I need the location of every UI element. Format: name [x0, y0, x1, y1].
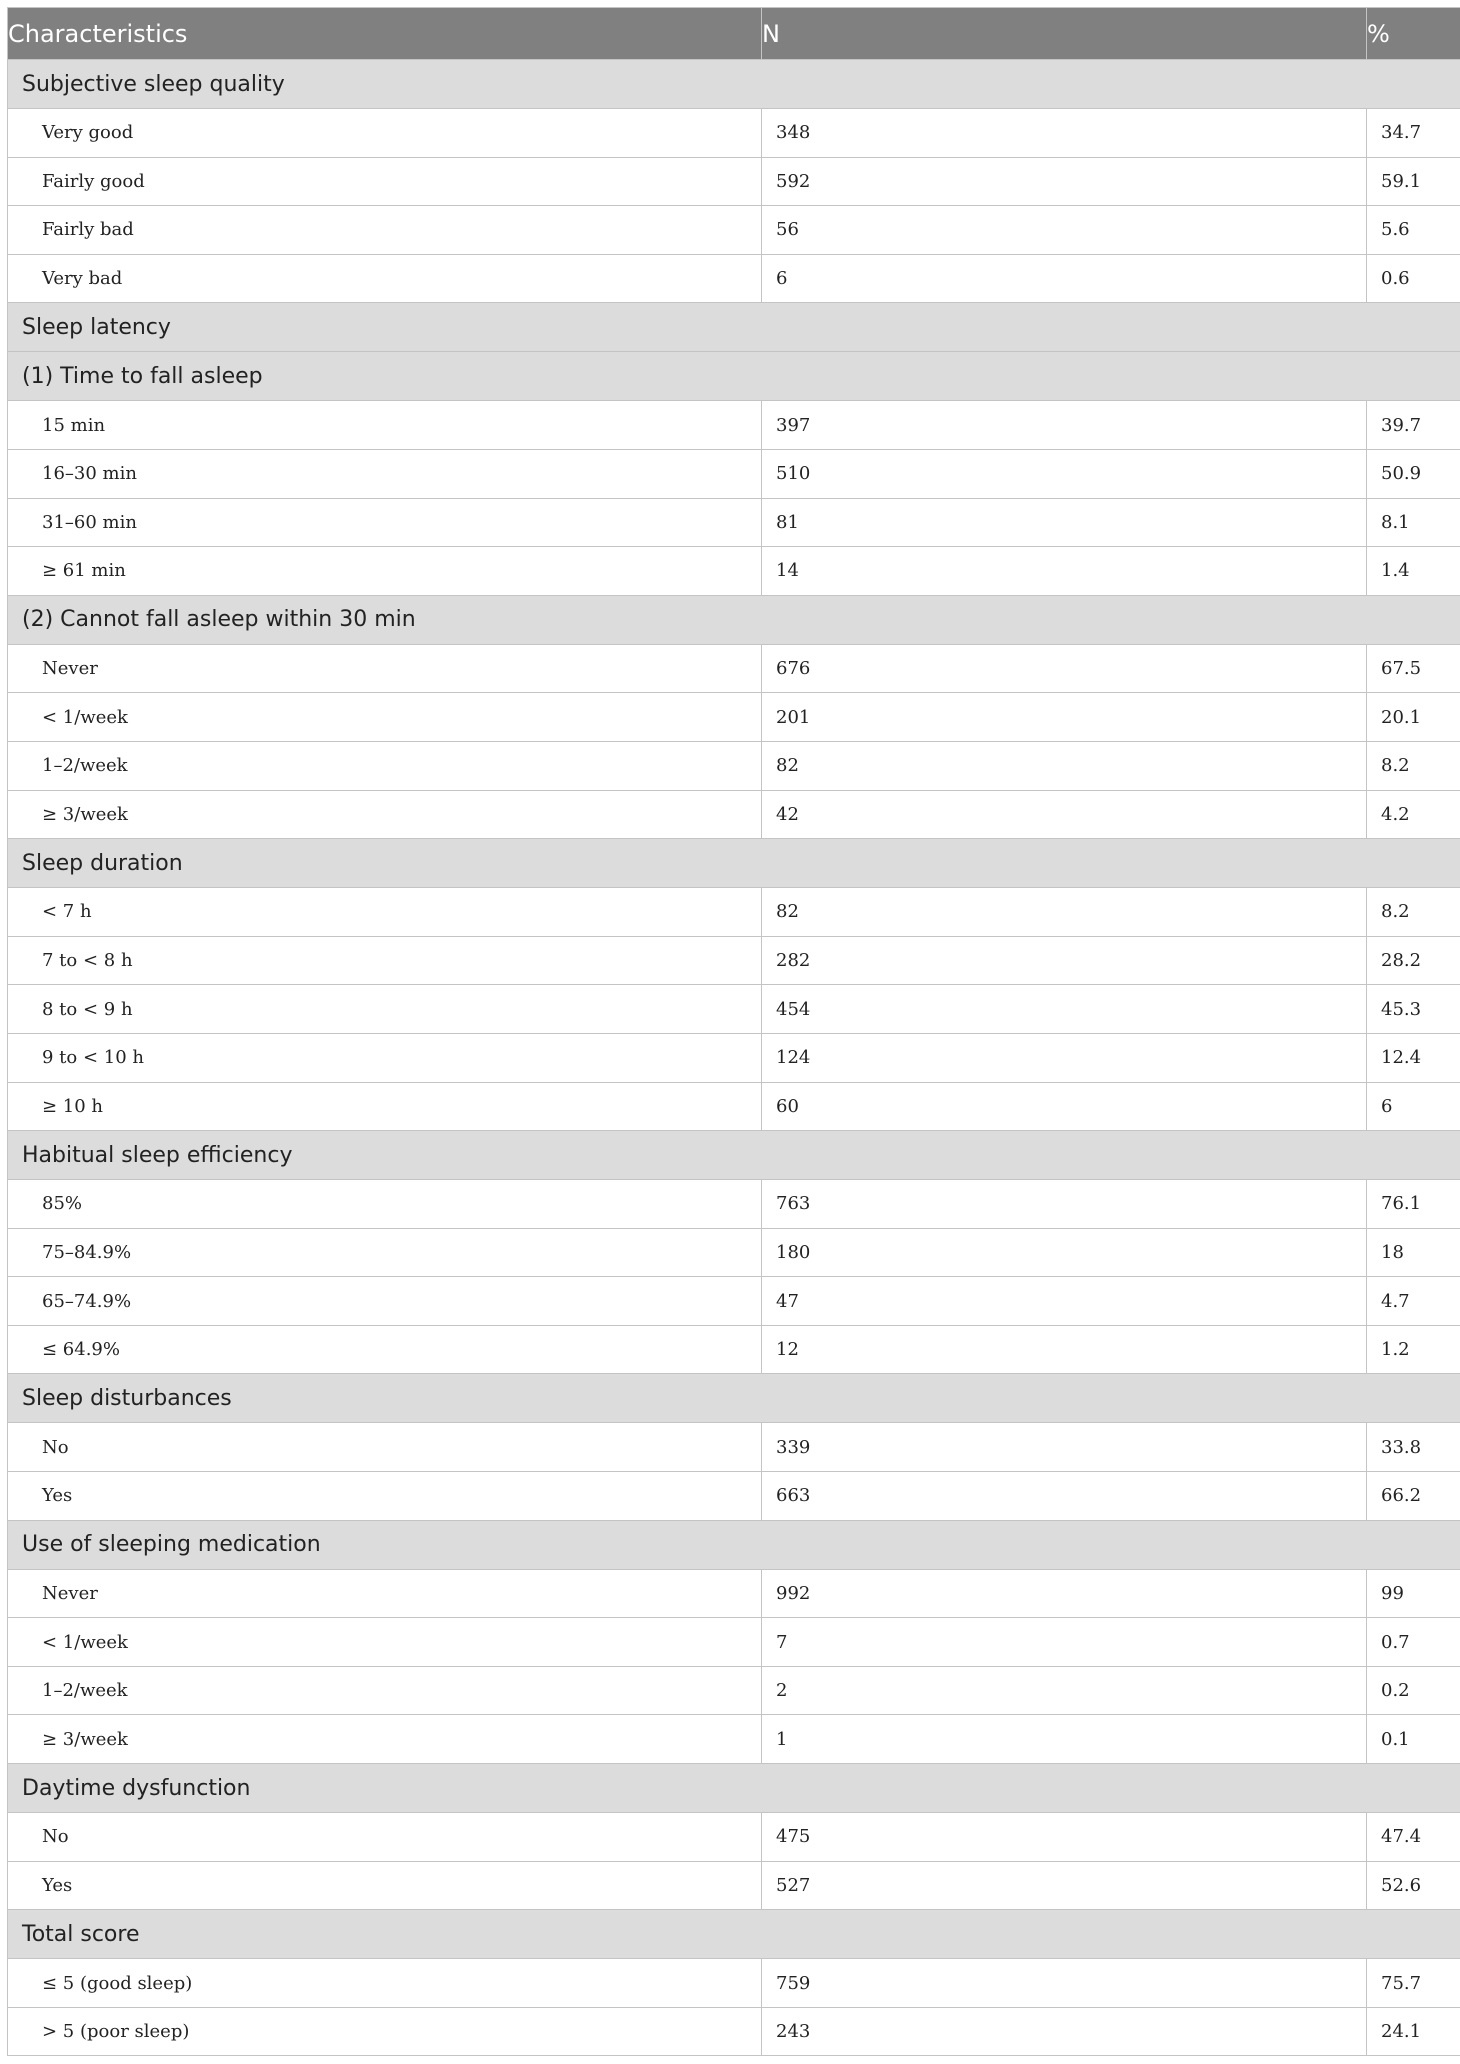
- row-percent: 12.4: [1367, 1033, 1460, 1082]
- table-row: [8, 254, 1460, 303]
- row-percent: 1.2: [1367, 1325, 1460, 1374]
- section-row: [8, 352, 1460, 401]
- row-label: 85%: [8, 1180, 762, 1229]
- row-label: 16–30 min: [8, 449, 762, 498]
- row-count: 82: [762, 741, 1367, 790]
- row-count: 763: [762, 1180, 1367, 1229]
- table-row: [8, 936, 1460, 985]
- row-label: ≤ 64.9%: [8, 1325, 762, 1374]
- row-count: 527: [762, 1861, 1367, 1910]
- row-label: Yes: [8, 1472, 762, 1521]
- row-count: 82: [762, 888, 1367, 937]
- row-percent: 75.7: [1367, 1959, 1460, 2008]
- table-row: [8, 547, 1460, 596]
- section-title: Subjective sleep quality: [8, 60, 1460, 109]
- row-percent: 8.1: [1367, 498, 1460, 547]
- row-count: 47: [762, 1277, 1367, 1326]
- row-percent: 8.2: [1367, 741, 1460, 790]
- row-label: ≤ 5 (good sleep): [8, 1959, 762, 2008]
- row-label: 65–74.9%: [8, 1277, 762, 1326]
- row-percent: 0.7: [1367, 1618, 1460, 1667]
- row-count: 475: [762, 1813, 1367, 1862]
- table-row: [8, 1959, 1460, 2008]
- row-count: 56: [762, 206, 1367, 255]
- row-percent: 67.5: [1367, 644, 1460, 693]
- section-row: [8, 595, 1460, 644]
- row-label: ≥ 3/week: [8, 1715, 762, 1764]
- row-count: 7: [762, 1618, 1367, 1667]
- sleep-characteristics-table: [7, 7, 1460, 2056]
- row-count: 81: [762, 498, 1367, 547]
- row-count: 676: [762, 644, 1367, 693]
- row-percent: 0.1: [1367, 1715, 1460, 1764]
- table-row: [8, 888, 1460, 937]
- section-row: [8, 1374, 1460, 1423]
- section-title: (2) Cannot fall asleep within 30 min: [8, 595, 1460, 644]
- row-count: 60: [762, 1082, 1367, 1131]
- row-label: No: [8, 1813, 762, 1862]
- row-label: < 1/week: [8, 693, 762, 742]
- table-row: [8, 1325, 1460, 1374]
- row-percent: 50.9: [1367, 449, 1460, 498]
- table-row: [8, 1715, 1460, 1764]
- table-row: [8, 1423, 1460, 1472]
- section-row: [8, 1131, 1460, 1180]
- row-percent: 52.6: [1367, 1861, 1460, 1910]
- table-row: [8, 1033, 1460, 1082]
- row-label: ≥ 61 min: [8, 547, 762, 596]
- row-count: 6: [762, 254, 1367, 303]
- row-label: Fairly bad: [8, 206, 762, 255]
- section-title: Sleep disturbances: [8, 1374, 1460, 1423]
- table-row: [8, 1569, 1460, 1618]
- table-row: [8, 109, 1460, 158]
- row-label: 75–84.9%: [8, 1228, 762, 1277]
- table-row: [8, 1861, 1460, 1910]
- row-percent: 59.1: [1367, 157, 1460, 206]
- row-percent: 24.1: [1367, 2007, 1460, 2056]
- section-title: (1) Time to fall asleep: [8, 352, 1460, 401]
- table-row: [8, 449, 1460, 498]
- table-row: [8, 1813, 1460, 1862]
- row-percent: 20.1: [1367, 693, 1460, 742]
- table-row: [8, 741, 1460, 790]
- table-row: [8, 157, 1460, 206]
- row-count: 42: [762, 790, 1367, 839]
- row-count: 339: [762, 1423, 1367, 1472]
- table-row: [8, 206, 1460, 255]
- row-label: No: [8, 1423, 762, 1472]
- row-label: Yes: [8, 1861, 762, 1910]
- row-percent: 1.4: [1367, 547, 1460, 596]
- row-count: 201: [762, 693, 1367, 742]
- row-percent: 4.2: [1367, 790, 1460, 839]
- section-title: Use of sleeping medication: [8, 1520, 1460, 1569]
- row-label: Never: [8, 1569, 762, 1618]
- row-percent: 99: [1367, 1569, 1460, 1618]
- table-row: [8, 498, 1460, 547]
- row-percent: 39.7: [1367, 401, 1460, 450]
- row-percent: 76.1: [1367, 1180, 1460, 1229]
- row-percent: 8.2: [1367, 888, 1460, 937]
- section-row: [8, 1520, 1460, 1569]
- header-percent: %: [1367, 8, 1460, 60]
- row-label: 1–2/week: [8, 1666, 762, 1715]
- row-percent: 47.4: [1367, 1813, 1460, 1862]
- row-percent: 66.2: [1367, 1472, 1460, 1521]
- row-label: 7 to < 8 h: [8, 936, 762, 985]
- table-header: [8, 8, 1460, 60]
- row-count: 124: [762, 1033, 1367, 1082]
- row-count: 2: [762, 1666, 1367, 1715]
- row-percent: 0.2: [1367, 1666, 1460, 1715]
- section-row: [8, 1764, 1460, 1813]
- row-percent: 45.3: [1367, 985, 1460, 1034]
- section-row: [8, 303, 1460, 352]
- row-count: 243: [762, 2007, 1367, 2056]
- row-count: 992: [762, 1569, 1367, 1618]
- section-row: [8, 60, 1460, 109]
- row-label: Very good: [8, 109, 762, 158]
- row-percent: 6: [1367, 1082, 1460, 1131]
- table-row: [8, 790, 1460, 839]
- row-count: 454: [762, 985, 1367, 1034]
- section-title: Daytime dysfunction: [8, 1764, 1460, 1813]
- table-row: [8, 401, 1460, 450]
- table-row: [8, 1666, 1460, 1715]
- row-label: 9 to < 10 h: [8, 1033, 762, 1082]
- table-row: [8, 2007, 1460, 2056]
- row-percent: 28.2: [1367, 936, 1460, 985]
- row-percent: 4.7: [1367, 1277, 1460, 1326]
- section-row: [8, 1910, 1460, 1959]
- row-percent: 34.7: [1367, 109, 1460, 158]
- row-label: > 5 (poor sleep): [8, 2007, 762, 2056]
- row-count: 282: [762, 936, 1367, 985]
- row-count: 663: [762, 1472, 1367, 1521]
- row-label: 1–2/week: [8, 741, 762, 790]
- row-label: Fairly good: [8, 157, 762, 206]
- section-title: Sleep latency: [8, 303, 1460, 352]
- table-row: [8, 1618, 1460, 1667]
- row-label: ≥ 10 h: [8, 1082, 762, 1131]
- table-row: [8, 644, 1460, 693]
- row-count: 510: [762, 449, 1367, 498]
- table-row: [8, 1277, 1460, 1326]
- row-label: Very bad: [8, 254, 762, 303]
- table-row: [8, 1180, 1460, 1229]
- header-n: N: [762, 8, 1367, 60]
- row-count: 12: [762, 1325, 1367, 1374]
- table-row: [8, 1228, 1460, 1277]
- row-label: 8 to < 9 h: [8, 985, 762, 1034]
- row-count: 348: [762, 109, 1367, 158]
- row-percent: 5.6: [1367, 206, 1460, 255]
- row-count: 1: [762, 1715, 1367, 1764]
- row-count: 397: [762, 401, 1367, 450]
- row-count: 759: [762, 1959, 1367, 2008]
- row-label: < 7 h: [8, 888, 762, 937]
- table-row: [8, 693, 1460, 742]
- row-count: 592: [762, 157, 1367, 206]
- row-label: 31–60 min: [8, 498, 762, 547]
- header-characteristics: Characteristics: [8, 8, 762, 60]
- row-percent: 0.6: [1367, 254, 1460, 303]
- section-title: Habitual sleep efficiency: [8, 1131, 1460, 1180]
- row-label: 15 min: [8, 401, 762, 450]
- row-count: 14: [762, 547, 1367, 596]
- section-title: Total score: [8, 1910, 1460, 1959]
- row-percent: 18: [1367, 1228, 1460, 1277]
- section-row: [8, 839, 1460, 888]
- row-percent: 33.8: [1367, 1423, 1460, 1472]
- table-body: [8, 60, 1460, 2056]
- row-label: < 1/week: [8, 1618, 762, 1667]
- table-row: [8, 1082, 1460, 1131]
- row-label: Never: [8, 644, 762, 693]
- section-title: Sleep duration: [8, 839, 1460, 888]
- table-row: [8, 1472, 1460, 1521]
- row-label: ≥ 3/week: [8, 790, 762, 839]
- table-row: [8, 985, 1460, 1034]
- header-row: [8, 8, 1460, 60]
- row-count: 180: [762, 1228, 1367, 1277]
